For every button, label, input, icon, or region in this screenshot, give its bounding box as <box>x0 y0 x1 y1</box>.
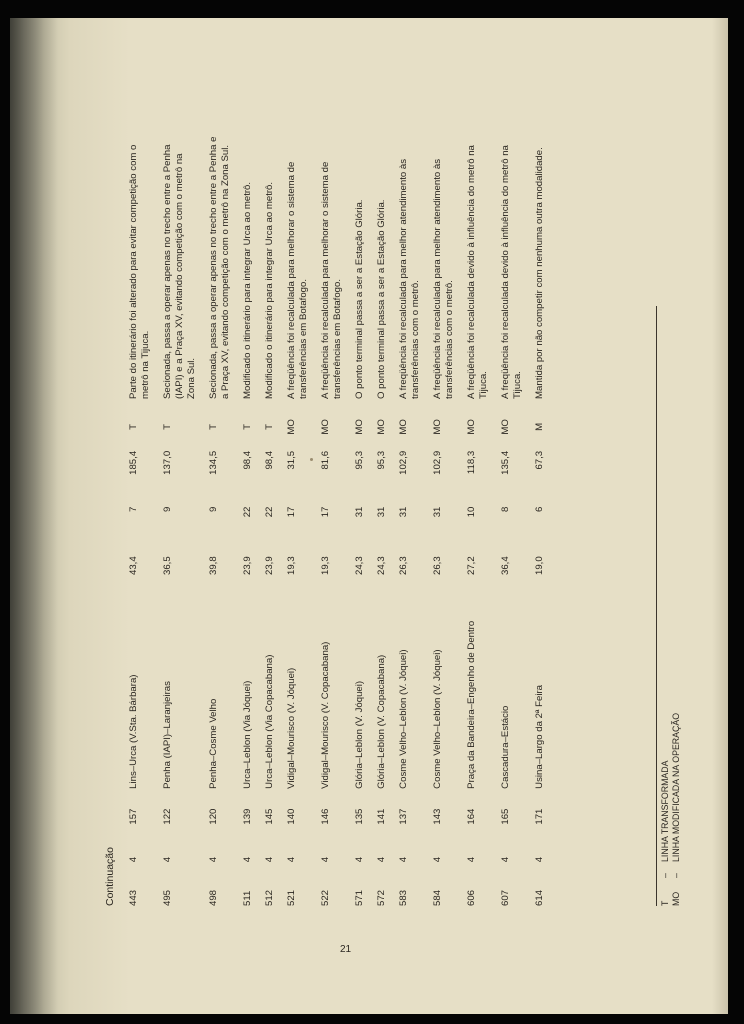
table-row <box>372 131 394 906</box>
category-cell: 4 <box>264 856 275 863</box>
value-a-cell: 39,8 <box>208 556 219 576</box>
observation-cell: O ponto terminal passa a ser a Estação Glória. <box>376 199 387 399</box>
legend-item-t: T–LINHA TRANSFORMADA <box>660 760 670 906</box>
value-a-cell: 26,3 <box>398 556 409 576</box>
route-cell: Glória–Leblon (V. Copacabana) <box>376 654 387 789</box>
value-a-cell: 24,3 <box>354 556 365 576</box>
observation-cell: Mantida por não competir com nenhuma outra modalidade. <box>534 147 545 399</box>
type-cell: MO <box>466 419 477 435</box>
value-b-cell: 9 <box>208 506 219 512</box>
value-a-cell: 19,3 <box>320 556 331 576</box>
new-number-cell: 120 <box>208 808 219 825</box>
category-cell: 4 <box>432 856 443 863</box>
category-cell: 4 <box>320 856 331 863</box>
observation-cell: A freqüência foi recalculada para melhorar o sistema de transferências em Botafogo. <box>320 161 343 399</box>
observation-cell: A freqüência foi recalculada para melhorar o sistema de transferências em Botafogo. <box>286 161 309 399</box>
route-cell: Usina–Largo da 2ª Feira <box>534 685 545 789</box>
route-cell: Urca–Leblon (Via Copacabana) <box>264 654 275 789</box>
new-number-cell: 141 <box>376 808 387 825</box>
value-b-cell: 17 <box>286 506 297 518</box>
table-row <box>260 131 282 906</box>
type-cell: T <box>264 423 275 430</box>
route-cell: Praça da Bandeira–Engenho de Dentro <box>466 620 477 789</box>
value-c-cell: 98,4 <box>242 450 253 470</box>
value-c-cell: 135,4 <box>500 450 511 475</box>
new-number-cell: 146 <box>320 808 331 825</box>
value-c-cell: 31,5 <box>286 450 297 470</box>
table-row <box>238 131 260 906</box>
line-code-cell: 443 <box>128 889 139 906</box>
value-b-cell: 7 <box>128 506 139 512</box>
value-a-cell: 24,3 <box>376 556 387 576</box>
route-cell: Cosme Velho–Leblon (V. Jóquei) <box>398 649 409 789</box>
value-c-cell: 102,9 <box>398 450 409 475</box>
new-number-cell: 122 <box>162 808 173 825</box>
category-cell: 4 <box>466 856 477 863</box>
route-cell: Lins–Urca (V.Sta. Bárbara) <box>128 674 139 789</box>
value-c-cell: 81,6 <box>320 450 331 470</box>
type-cell: T <box>242 423 253 430</box>
table-row <box>124 131 158 906</box>
observation-cell: Secionada, passa a operar apenas no trecho entre a Penha (IAPI) e a Praça XV, evitando competição com o metrô na Zona Sul. <box>162 144 197 399</box>
route-cell: Vidigal–Mourisco (V. Copacabana) <box>320 641 331 789</box>
document-page <box>10 18 728 1014</box>
category-cell: 4 <box>128 856 139 863</box>
category-cell: 4 <box>354 856 365 863</box>
rotated-table-block <box>104 131 684 906</box>
route-cell: Urca–Leblon (Via Jóquei) <box>242 680 253 789</box>
line-code-cell: 572 <box>376 889 387 906</box>
type-cell: T <box>208 423 219 430</box>
value-b-cell: 22 <box>264 506 275 518</box>
category-cell: 4 <box>208 856 219 863</box>
value-c-cell: 118,3 <box>466 450 477 475</box>
category-cell: 4 <box>162 856 173 863</box>
table-row <box>204 131 238 906</box>
new-number-cell: 165 <box>500 808 511 825</box>
value-c-cell: 95,3 <box>376 450 387 470</box>
type-cell: MO <box>432 419 443 435</box>
line-code-cell: 521 <box>286 889 297 906</box>
category-cell: 4 <box>534 856 545 863</box>
value-b-cell: 31 <box>432 506 443 518</box>
type-cell: T <box>162 423 173 430</box>
observation-cell: Modificado o itinerário para integrar Urca ao metrô. <box>264 181 275 399</box>
category-cell: 4 <box>242 856 253 863</box>
value-a-cell: 36,5 <box>162 556 173 576</box>
value-b-cell: 22 <box>242 506 253 518</box>
value-c-cell: 134,5 <box>208 450 219 475</box>
line-code-cell: 495 <box>162 889 173 906</box>
observation-cell: A freqüência foi recalculada devido à influência do metrô na Tijuca. <box>500 145 523 399</box>
value-b-cell: 31 <box>354 506 365 518</box>
observation-cell: A freqüência foi recalculada para melhor atendimento às transferências com o metrô. <box>432 158 455 399</box>
line-code-cell: 522 <box>320 889 331 906</box>
value-b-cell: 9 <box>162 506 173 512</box>
new-number-cell: 171 <box>534 808 545 825</box>
value-a-cell: 27,2 <box>466 556 477 576</box>
page-edge <box>712 18 728 1014</box>
route-cell: Vidigal–Mourisco (V. Jóquei) <box>286 667 297 789</box>
value-a-cell: 43,4 <box>128 556 139 576</box>
line-code-cell: 614 <box>534 889 545 906</box>
observation-cell: Parte do itinerário foi alterado para evitar competição com o metrô na Tijuca. <box>128 144 151 399</box>
binding-shadow <box>10 18 58 1014</box>
value-c-cell: 102,9 <box>432 450 443 475</box>
observation-cell: Secionada, passa a operar apenas no trecho entre a Penha e a Praça XV, evitando competição com o metrô na Zona Sul. <box>208 136 231 399</box>
new-number-cell: 143 <box>432 808 443 825</box>
value-a-cell: 23,9 <box>264 556 275 576</box>
line-code-cell: 583 <box>398 889 409 906</box>
table-row <box>350 131 372 906</box>
type-cell: MO <box>398 419 409 435</box>
table-row <box>462 131 496 906</box>
type-cell: M <box>534 422 545 431</box>
route-cell: Cosme Velho–Leblon (V. Jóquei) <box>432 649 443 789</box>
continuation-label: Continuação <box>104 847 116 906</box>
value-c-cell: 185,4 <box>128 450 139 475</box>
route-cell: Penha–Cosme Velho <box>208 698 219 789</box>
value-c-cell: 137,0 <box>162 450 173 475</box>
line-code-cell: 607 <box>500 889 511 906</box>
route-cell: Glória–Leblon (V. Jóquei) <box>354 680 365 789</box>
category-cell: 4 <box>500 856 511 863</box>
value-c-cell: 98,4 <box>264 450 275 470</box>
table-row <box>496 131 530 906</box>
value-c-cell: 67,3 <box>534 450 545 470</box>
table-row <box>394 131 428 906</box>
route-cell: Cascadura–Estácio <box>500 705 511 789</box>
category-cell: 4 <box>286 856 297 863</box>
value-a-cell: 26,3 <box>432 556 443 576</box>
legend <box>656 306 682 906</box>
value-b-cell: 6 <box>534 506 545 512</box>
value-b-cell: 10 <box>466 506 477 518</box>
new-number-cell: 137 <box>398 808 409 825</box>
type-cell: T <box>128 423 139 430</box>
line-code-cell: 606 <box>466 889 477 906</box>
type-cell: MO <box>354 419 365 435</box>
value-a-cell: 23,9 <box>242 556 253 576</box>
value-a-cell: 19,3 <box>286 556 297 576</box>
line-code-cell: 511 <box>242 890 253 906</box>
table-row <box>428 131 462 906</box>
new-number-cell: 139 <box>242 808 253 825</box>
table-row <box>316 131 350 906</box>
type-cell: MO <box>500 419 511 435</box>
line-code-cell: 571 <box>354 889 365 906</box>
observation-cell: O ponto terminal passa a ser a Estação Glória. <box>354 199 365 399</box>
observation-cell: A freqüência foi recalculada para melhor atendimento às transferências com o metrô. <box>398 158 421 399</box>
category-cell: 4 <box>398 856 409 863</box>
observation-cell: A freqüência foi recalculada devido à influência do metrô na Tijuca. <box>466 145 489 399</box>
value-b-cell: 17 <box>320 506 331 518</box>
table-row <box>282 131 316 906</box>
line-code-cell: 512 <box>264 889 275 906</box>
category-cell: 4 <box>376 856 387 863</box>
line-code-cell: 584 <box>432 889 443 906</box>
table-row <box>530 131 552 906</box>
value-a-cell: 19,0 <box>534 556 545 576</box>
value-b-cell: 8 <box>500 506 511 512</box>
new-number-cell: 164 <box>466 808 477 825</box>
value-c-cell: 95,3 <box>354 450 365 470</box>
route-cell: Penha (IAPI)–Laranjeiras <box>162 681 173 789</box>
observation-cell: Modificado o itinerário para integrar Urca ao metrô. <box>242 181 253 399</box>
value-b-cell: 31 <box>398 506 409 518</box>
type-cell: MO <box>376 419 387 435</box>
value-b-cell: 31 <box>376 506 387 518</box>
new-number-cell: 157 <box>128 808 139 825</box>
type-cell: MO <box>286 419 297 435</box>
bus-lines-table <box>124 131 552 906</box>
new-number-cell: 145 <box>264 808 275 825</box>
new-number-cell: 140 <box>286 808 297 825</box>
line-code-cell: 498 <box>208 889 219 906</box>
value-a-cell: 36,4 <box>500 556 511 576</box>
table-row <box>158 131 204 906</box>
page-number: 21 <box>340 944 352 955</box>
legend-item-mo: MO–LINHA MODIFICADA NA OPERAÇÃO <box>671 712 681 906</box>
type-cell: MO <box>320 419 331 435</box>
new-number-cell: 135 <box>354 808 365 825</box>
